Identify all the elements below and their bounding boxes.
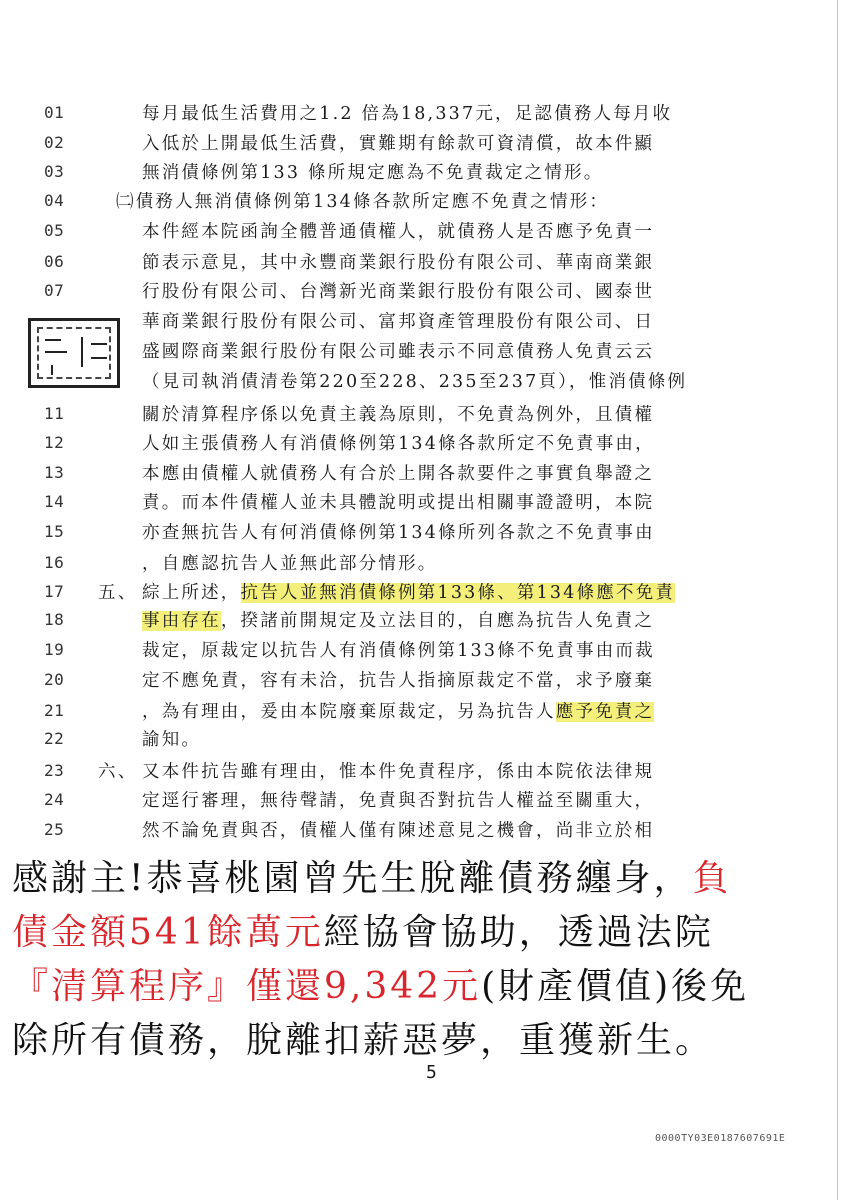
announcement-debt-amount: 債金額541餘萬元: [12, 912, 324, 953]
line-number: 22: [44, 729, 65, 748]
line-number: 04: [44, 191, 65, 210]
section-five-line-19: 裁定，原裁定以抗告人有消債條例第133條不免責事由而裁: [142, 641, 655, 661]
line-number: 20: [44, 670, 65, 689]
line-number: 05: [44, 221, 65, 240]
document-line: （見司執消債清卷第220至228、235至237頁），惟消債條例: [142, 372, 688, 392]
line-number: 19: [44, 640, 65, 659]
line-number: 13: [44, 463, 65, 482]
section-six-line-23: 又本件抗告雖有理由，惟本件免責程序，係由本院依法律規: [142, 762, 655, 782]
line-number: 21: [44, 701, 65, 720]
announcement-assist: 經協會協助，透過法院: [323, 912, 714, 953]
page-number: 5: [426, 1062, 437, 1083]
announcement-repaid-amount: 『清算程序』僅還9,342元: [12, 966, 482, 1007]
court-seal-stamp-icon: [28, 318, 120, 388]
section-six-line-24: 定逕行審理，無待聲請，免責與否對抗告人權益至關重大，: [142, 791, 655, 811]
highlight-no-nonexemption-grounds: 抗告人並無消債條例第133條、第134條應不免責: [240, 583, 676, 603]
line-number: 11: [44, 404, 65, 423]
announcement-thanks: 感謝主!恭喜桃園曾先生脫離債務纏身，: [12, 858, 693, 899]
announcement-line-4: 除所有債務，脫離扣薪惡夢，重獲新生。: [12, 1020, 715, 1061]
document-serial: 0000TY03E0187607691E: [655, 1133, 786, 1144]
page-edge: [837, 0, 838, 1200]
section-six-line-25: 然不論免責與否，債權人僅有陳述意見之機會，尚非立於相: [142, 821, 655, 841]
section-five-line-21: [142, 701, 654, 723]
section-five-line-17: [142, 582, 675, 604]
announcement-line-3: [12, 965, 749, 1009]
line-number: 23: [44, 761, 65, 780]
document-line: ，自應認抗告人並無此部分情形。: [142, 554, 438, 574]
document-line: 亦查無抗告人有何消債條例第134條所列各款之不免責事由: [142, 523, 655, 543]
announcement-red-1: 負: [692, 858, 732, 899]
line-number: 18: [44, 610, 65, 629]
line-number: 06: [44, 252, 65, 271]
document-line: 本件經本院函詢全體普通債權人，就債務人是否應予免責一: [142, 222, 655, 242]
document-line: 無消債條例第133 條所規定應為不免責裁定之情形。: [142, 163, 604, 183]
highlight-grounds-exist: 事由存在: [142, 611, 221, 631]
document-line: 責。而本件債權人並未具體說明或提出相關事證證明，本院: [142, 493, 655, 513]
document-line: 關於清算程序係以免責主義為原則，不免責為例外，且債權: [142, 405, 655, 425]
announcement-property-value: (財產價值)後免: [481, 966, 750, 1007]
line-21-text: ，為有理由，爰由本院廢棄原裁定，另為抗告人: [142, 702, 556, 722]
line-number: 03: [44, 162, 65, 181]
announcement-line-2: [12, 911, 714, 955]
announcement-box: [0, 845, 820, 1075]
line-number: 17: [44, 582, 65, 601]
section-five-line-20: 定不應免責，容有未洽，抗告人指摘原裁定不當，求予廢棄: [142, 671, 655, 691]
line-18-text: ，揆諸前開規定及立法目的，自應為抗告人免責之: [220, 611, 655, 631]
section-five-line-22: 諭知。: [142, 730, 202, 750]
line-number: 07: [44, 281, 65, 300]
document-line: 節表示意見，其中永豐商業銀行股份有限公司、華南商業銀: [142, 253, 655, 273]
document-line: 本應由債權人就債務人有合於上開各款要件之事實負舉證之: [142, 464, 655, 484]
line-number: 16: [44, 553, 65, 572]
document-line: 人如主張債務人有消債條例第134條各款所定不免責事由，: [142, 434, 655, 454]
document-line: 行股份有限公司、台灣新光商業銀行股份有限公司、國泰世: [142, 282, 655, 302]
document-line: 盛國際商業銀行股份有限公司雖表示不同意債務人免責云云: [142, 342, 655, 362]
document-line: ㈡債務人無消債條例第134條各款所定應不免責之情形：: [116, 192, 610, 212]
line-number: 24: [44, 790, 65, 809]
line-number: 14: [44, 492, 65, 511]
highlight-exemption-granted: 應予免責之: [555, 702, 655, 722]
line-17-text: 綜上所述，: [142, 583, 241, 603]
section-six-marker: 六、: [98, 762, 138, 782]
line-number: 02: [44, 133, 65, 152]
section-five-line-18: [142, 610, 654, 632]
line-number: 25: [44, 820, 65, 839]
line-number: 15: [44, 522, 65, 541]
line-number: 01: [44, 103, 65, 122]
document-line: 入低於上開最低生活費，實難期有餘款可資清償，故本件顯: [142, 134, 655, 154]
document-line: 每月最低生活費用之1.2 倍為18,337元，足認債務人每月收: [142, 104, 673, 124]
section-five-marker: 五、: [98, 583, 138, 603]
announcement-line-1: [12, 857, 731, 901]
document-line: 華商業銀行股份有限公司、富邦資產管理股份有限公司、日: [142, 312, 655, 332]
line-number: 12: [44, 433, 65, 452]
